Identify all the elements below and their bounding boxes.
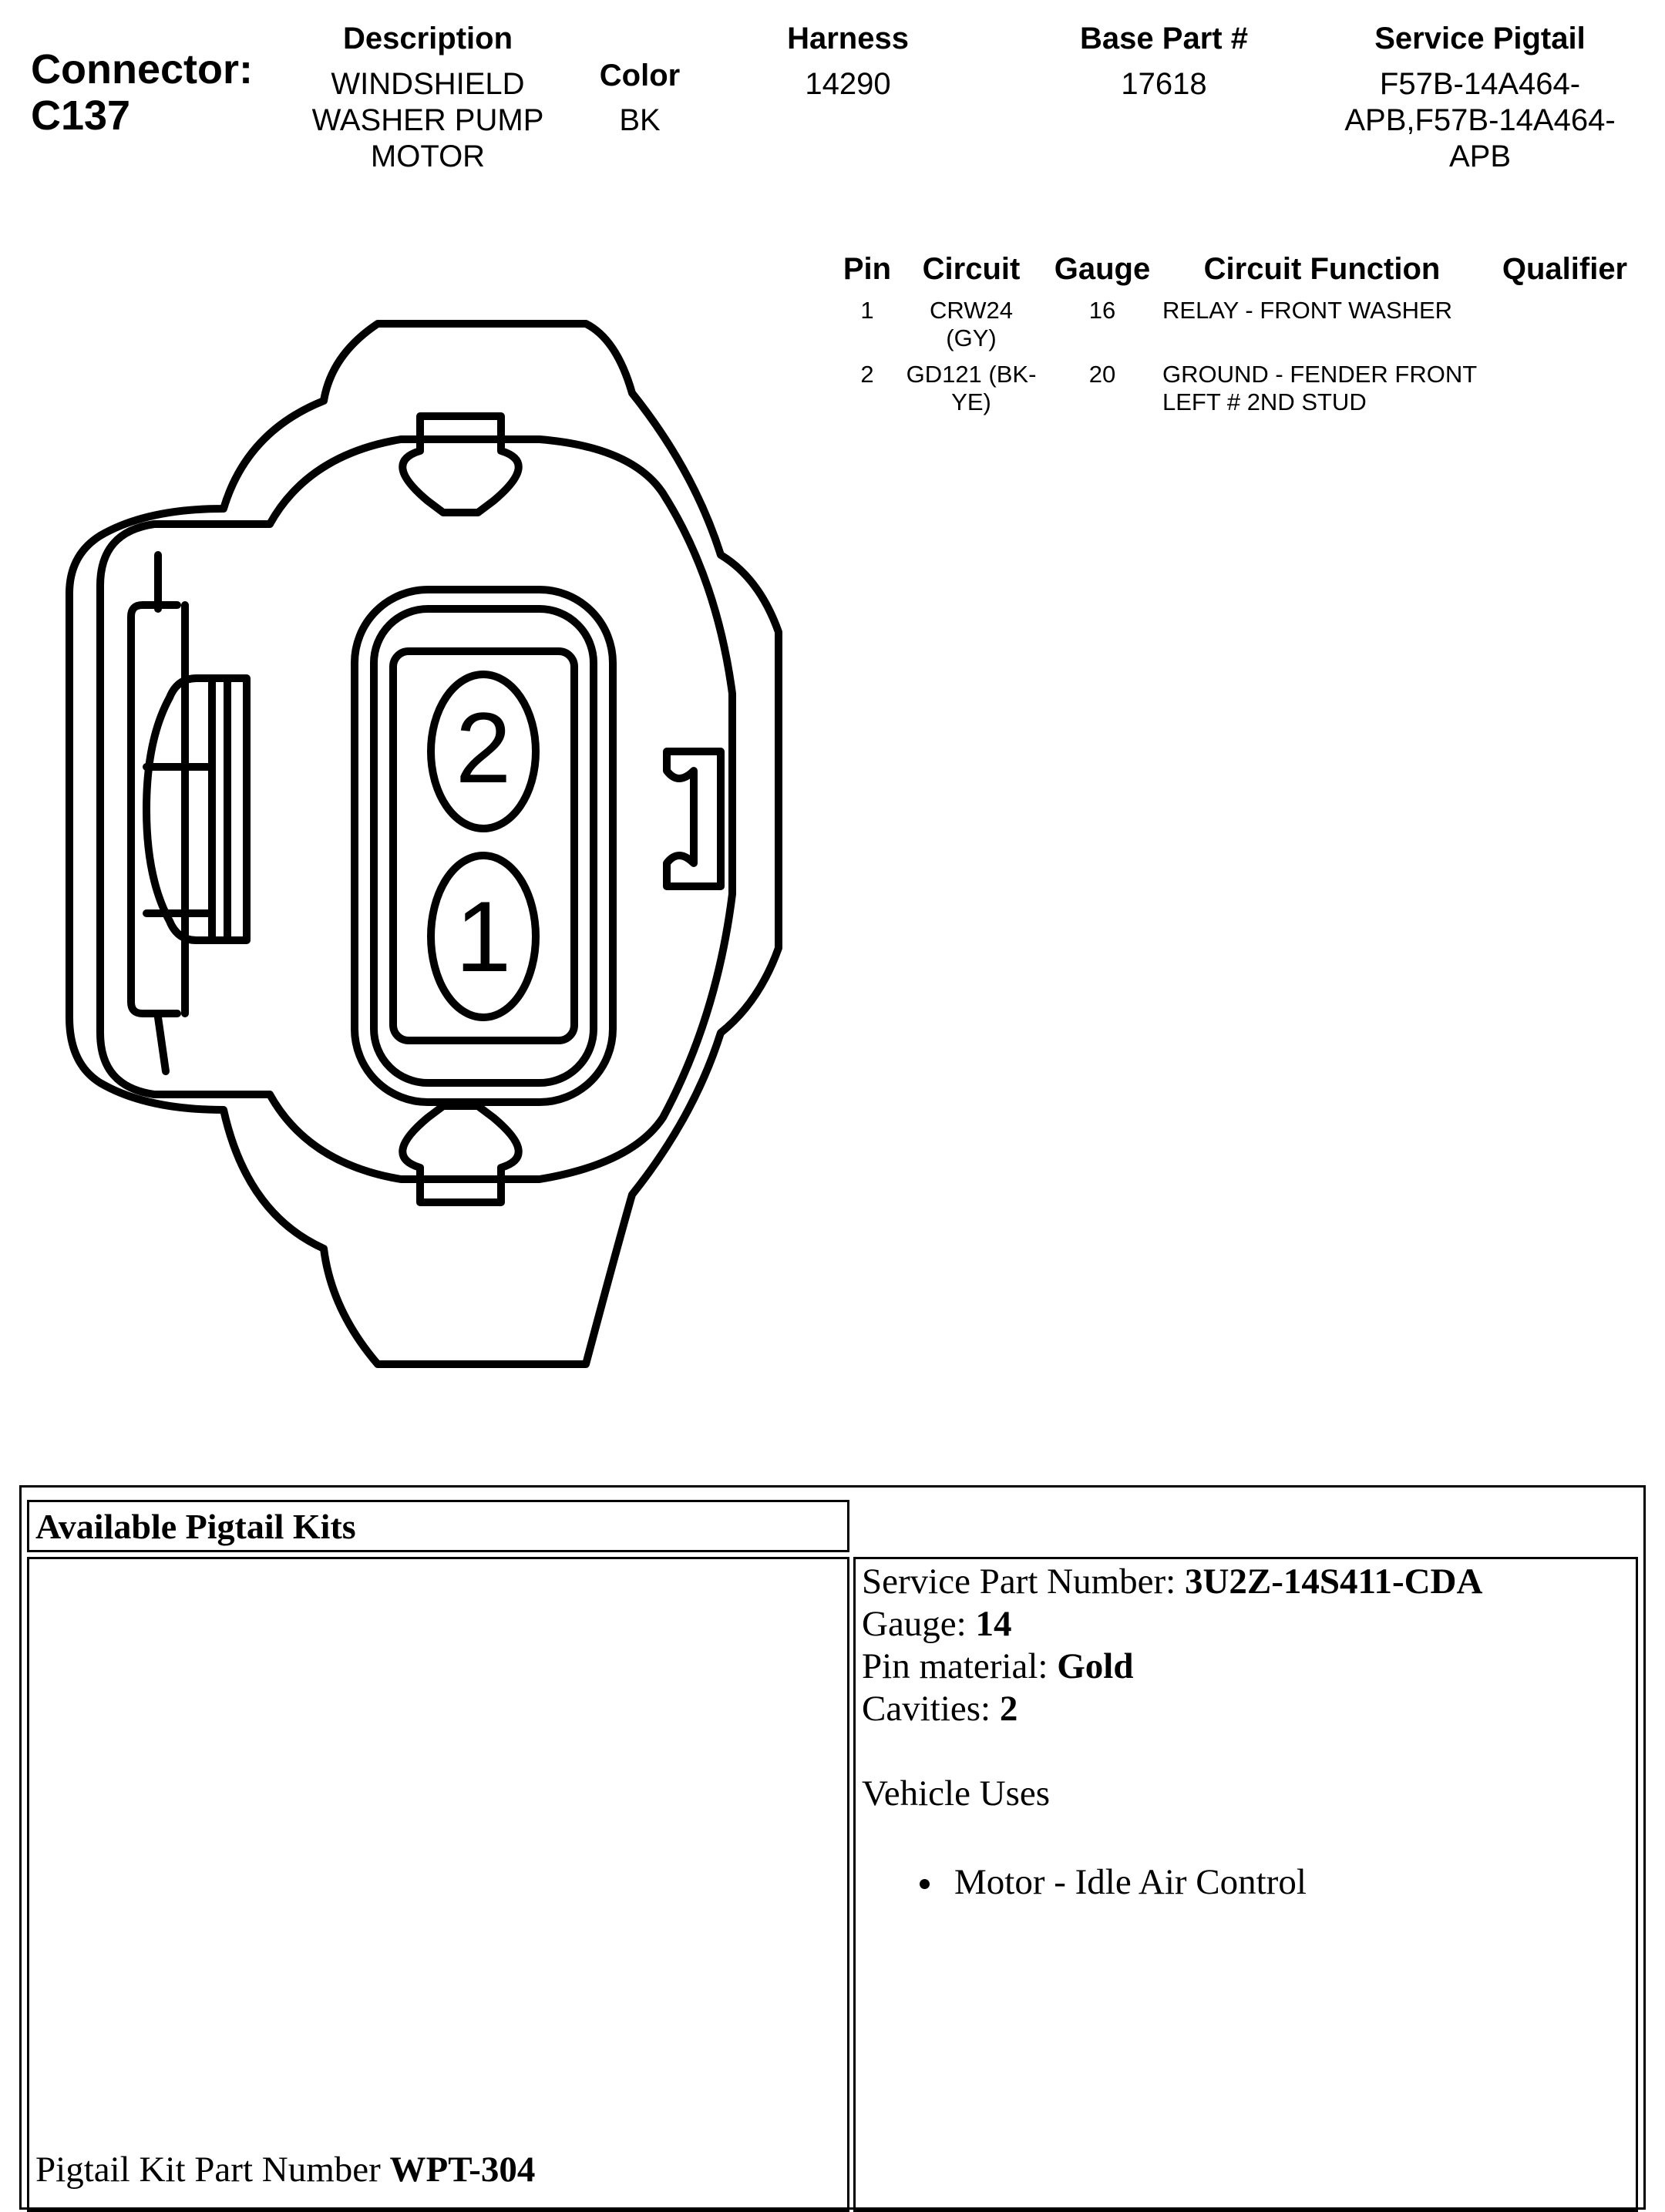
circuit-header: Circuit — [922, 252, 1021, 286]
service-part-label: Service Part Number: — [862, 1562, 1185, 1602]
bullet-icon — [920, 1879, 930, 1889]
housing-outer-outline — [69, 324, 779, 1364]
harness-label: Harness — [787, 22, 909, 55]
base-part-label: Base Part # — [1080, 22, 1248, 55]
service-pigtail-line: F57B-14A464- — [1379, 67, 1581, 101]
description-line: MOTOR — [370, 140, 486, 173]
kit-details-cell — [853, 1557, 1638, 2212]
service-pigtail-line: APB — [1448, 140, 1512, 173]
pin-material-value: Gold — [1057, 1646, 1134, 1686]
pin-number: 1 — [860, 297, 874, 324]
color-value: BK — [619, 103, 661, 137]
kit-part-label: Pigtail Kit Part Number — [35, 2150, 390, 2190]
kit-gauge — [862, 1603, 1011, 1646]
kits-title-cell — [27, 1500, 849, 1552]
description-line: WASHER PUMP — [311, 103, 544, 137]
service-pigtail-line: APB,F57B-14A464- — [1344, 103, 1616, 137]
circuit-function-cell — [1162, 297, 1494, 324]
circuit-function-header: Circuit Function — [1203, 252, 1441, 286]
connector-diagram — [0, 293, 832, 1387]
description-value — [274, 66, 582, 175]
right-key-notch — [667, 751, 721, 886]
kit-part-number — [35, 2149, 535, 2191]
connector-label: Connector: — [31, 46, 253, 92]
vehicle-use-item: Motor - Idle Air Control — [954, 1862, 1307, 1902]
circuit-line: (GY) — [946, 324, 997, 351]
connector-id: C137 — [31, 92, 131, 139]
bottom-key-notch — [402, 1106, 518, 1202]
pin-2-label: 2 — [455, 691, 512, 804]
kit-image-cell — [27, 1557, 849, 2212]
service-pigtail-label: Service Pigtail — [1374, 22, 1586, 55]
gauge-cell: 16 — [1088, 297, 1116, 324]
pin-material — [862, 1646, 1134, 1688]
service-part-number — [862, 1561, 1482, 1603]
pin-number: 2 — [860, 361, 874, 388]
vehicle-uses-heading: Vehicle Uses — [862, 1773, 1051, 1814]
cavities — [862, 1688, 1018, 1730]
service-part-value: 3U2Z-14S411-CDA — [1184, 1562, 1483, 1602]
function-line: LEFT # 2ND STUD — [1162, 388, 1367, 415]
description-label: Description — [342, 22, 513, 55]
description-line: WINDSHIELD — [331, 67, 525, 101]
cavities-value: 2 — [999, 1689, 1018, 1729]
qualifier-header: Qualifier — [1502, 252, 1628, 286]
base-part-value: 17618 — [1121, 67, 1207, 101]
circuit-line: CRW24 — [930, 297, 1013, 324]
function-line: RELAY - FRONT WASHER — [1162, 297, 1453, 324]
circuit-function-cell — [1162, 361, 1494, 416]
latch-divider-line — [158, 1017, 166, 1071]
circuit-line: GD121 (BK- — [906, 361, 1037, 388]
kit-gauge-label: Gauge: — [862, 1604, 976, 1644]
connector-title — [31, 46, 293, 139]
housing-inner-outline — [270, 439, 732, 1179]
pin-1-label: 1 — [455, 880, 512, 993]
color-label: Color — [599, 59, 681, 92]
pin-header: Pin — [843, 252, 892, 286]
circuit-cell — [902, 361, 1041, 416]
kit-gauge-value: 14 — [975, 1604, 1012, 1644]
circuit-cell — [902, 297, 1041, 352]
harness-value: 14290 — [805, 67, 891, 101]
function-line: GROUND - FENDER FRONT — [1162, 361, 1478, 388]
kits-title: Available Pigtail Kits — [35, 1507, 356, 1546]
gauge-header: Gauge — [1054, 252, 1151, 286]
cavity-frame-middle — [374, 609, 594, 1083]
latch-tab-outline — [146, 678, 247, 940]
circuit-line: YE) — [951, 388, 991, 415]
cavities-label: Cavities: — [862, 1689, 1000, 1729]
gauge-cell: 20 — [1088, 361, 1116, 388]
kit-part-value: WPT-304 — [389, 2150, 536, 2190]
service-pigtail-value — [1310, 66, 1650, 175]
latch-inner-outline — [131, 605, 177, 1014]
pin-material-label: Pin material: — [862, 1646, 1058, 1686]
top-key-notch — [402, 416, 518, 513]
